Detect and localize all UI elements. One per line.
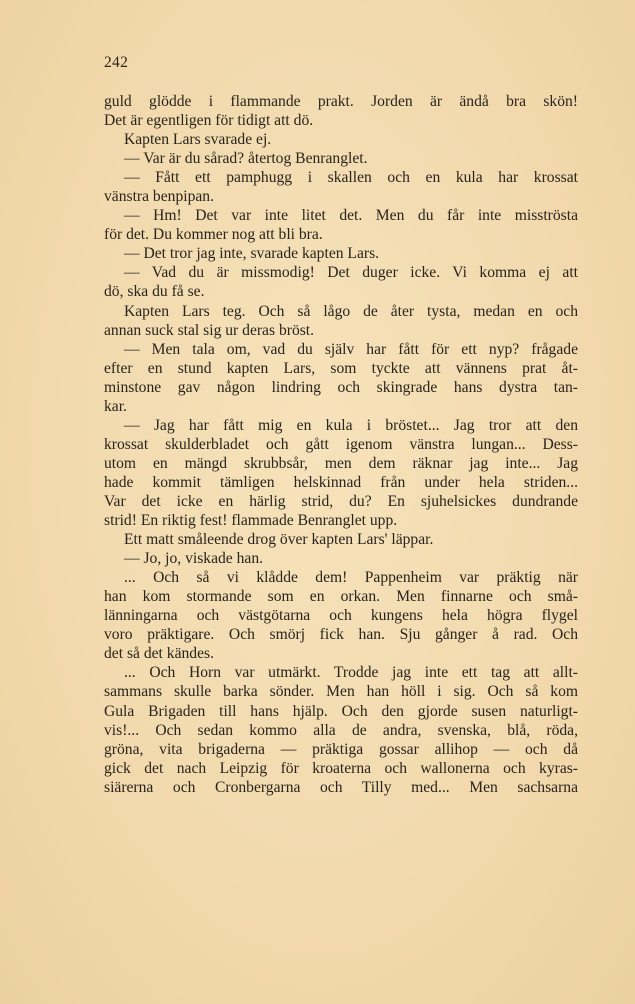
text-line: — Men tala om, vad du själv har fått för ett nyp? frågade bbox=[124, 340, 578, 358]
text-line: sammans skulle barka sönder. Men han höll i sig. Och så kom bbox=[104, 683, 578, 701]
text-line: ... Och Horn var utmärkt. Trodde jag inte ett tag att allt- bbox=[124, 664, 578, 682]
text-line: — Jag har fått mig en kula i bröstet... Jag tror att den bbox=[124, 416, 578, 434]
text-line: Kapten Lars teg. Och så lågo de åter tysta, medan en och bbox=[124, 302, 578, 320]
text-line: — Fått ett pamphugg i skallen och en kula har krossat bbox=[124, 169, 578, 187]
text-line: vis!... Och sedan kommo alla de andra, svenska, blå, röda, bbox=[104, 721, 578, 739]
text-line: strid! En riktig fest! flammade Benranglet upp. bbox=[104, 512, 398, 530]
text-line: Ett matt småleende drog över kapten Lars' läppar. bbox=[124, 531, 434, 549]
text-line: siärerna och Cronbergarna och Tilly med... Men sachsarna bbox=[104, 778, 578, 796]
text-line: Kapten Lars svarade ej. bbox=[124, 131, 272, 149]
text-line: Det är egentligen för tidigt att dö. bbox=[104, 112, 314, 130]
text-line: gröna, vita brigaderna — präktiga gossar allihop — och då bbox=[104, 740, 578, 758]
text-line: — Var är du sårad? återtog Benranglet. bbox=[124, 150, 368, 168]
text-line: annan suck stal sig ur deras bröst. bbox=[104, 321, 315, 339]
text-line: Gula Brigaden till hans hjälp. Och den gjorde susen naturligt- bbox=[104, 702, 578, 720]
text-line: guld glödde i flammande prakt. Jorden är ändå bra skön! bbox=[104, 93, 578, 110]
text-line: hade kommit tämligen helskinnad från under hela striden... bbox=[104, 473, 578, 491]
text-line: krossat skulderbladet och gått igenom vänstra lungan... Dess- bbox=[104, 435, 578, 453]
text-line: länningarna och västgötarna och kungens hela högra flygel bbox=[104, 607, 578, 625]
text-line: gick det nach Leipzig för kroaterna och wallonerna och kyras- bbox=[104, 759, 578, 777]
text-line: efter en stund kapten Lars, som tyckte att vännens prat åt- bbox=[104, 359, 578, 377]
text-line: för det. Du kommer nog att bli bra. bbox=[104, 226, 323, 244]
text-line: Var det icke en härlig strid, du? En sjuhelsickes dundrande bbox=[104, 492, 578, 510]
text-line: minstone gav någon lindring och skingrade hans dystra tan- bbox=[104, 378, 578, 396]
text-line: — Vad du är missmodig! Det duger icke. Vi komma ej att bbox=[124, 264, 578, 282]
text-line: — Jo, jo, viskade han. bbox=[124, 550, 264, 568]
text-line: det så det kändes. bbox=[104, 645, 214, 663]
text-line: voro präktigare. Och smörj fick han. Sju gånger å rad. Och bbox=[104, 626, 578, 644]
text-line: han kom stormande som en orkan. Men finnarne och små- bbox=[104, 588, 578, 606]
text-line: dö, ska du få se. bbox=[104, 283, 205, 301]
text-line: vänstra benpipan. bbox=[104, 188, 214, 206]
body-text bbox=[104, 92, 578, 797]
text-line: — Hm! Det var inte litet det. Men du får inte misströsta bbox=[124, 207, 578, 225]
text-line: ... Och så vi klådde dem! Pappenheim var präktig när bbox=[124, 569, 578, 587]
page-number: 242 bbox=[104, 54, 129, 71]
text-line: — Det tror jag inte, svarade kapten Lars. bbox=[124, 245, 380, 263]
text-line: kar. bbox=[104, 397, 127, 415]
text-line: utom en mängd skrubbsår, men dem räknar jag inte... Jag bbox=[104, 454, 578, 472]
